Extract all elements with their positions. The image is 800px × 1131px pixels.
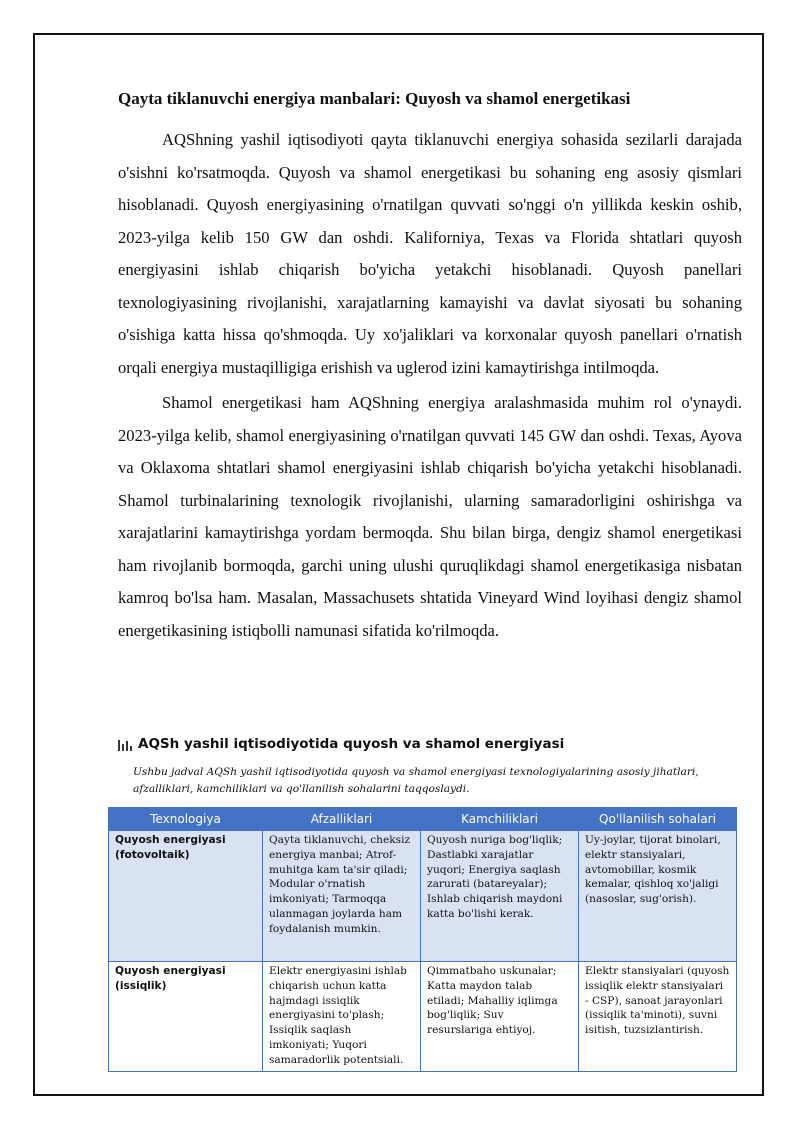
table-cell: Qayta tiklanuvchi, cheksiz energiya manbai; Atrof-muhitga kam ta'sir qiladi; Modular o'rnatish imkoniyati; Tarmoqqa ulanmagan joylarda ham foydalanish mumkin. xyxy=(263,831,421,962)
table-cell: Quyosh energiyasi (issiqlik) xyxy=(109,962,263,1072)
table-cell: Qimmatbaho uskunalar; Katta maydon talab etiladi; Mahalliy iqlimga bog'liqlik; Suv resurslariga ehtiyoj. xyxy=(421,962,579,1072)
table-cell: Quyosh energiyasi (fotovoltaik) xyxy=(109,831,263,962)
table-heading xyxy=(118,736,738,752)
document-body xyxy=(118,86,742,647)
paragraph-solar: AQShning yashil iqtisodiyoti qayta tiklanuvchi energiya sohasida sezilarli darajada o'sishni ko'rsatmoqda. Quyosh va shamol energetikasi bu sohaning eng asosiy qismlari hisoblanadi. Quyosh energiyasining o'rnatilgan quvvati so'nggi o'n yillikda keskin oshib, 2023-yilga kelib 150 GW dan oshdi. Kaliforniya, Texas va Florida shtatlari quyosh energiyasini ishlab chiqarish bo'yicha yetakchi hisoblanadi. Quyosh panellari texnologiyasining rivojlanishi, xarajatlarning kamayishi va davlat siyosati bu sohaning o'sishiga katta hissa qo'shmoqda. Uy xo'jaliklari va korxonalar quyosh panellari o'rnatish orqali energiya mustaqilligiga erishish va uglerod izini kamaytirishga intilmoqda. xyxy=(118,130,742,377)
table-caption: Ushbu jadval AQSh yashil iqtisodiyotida quyosh va shamol energiyasi texnologiyalarining asosiy jihatlari, afzalliklari, kamchiliklari va qo'llanilish sohalarini taqqoslaydi. xyxy=(133,766,699,795)
bar-chart-icon xyxy=(118,738,132,751)
column-header: Qo'llanilish sohalari xyxy=(579,808,737,831)
table-row xyxy=(109,962,737,1072)
table-cell: Quyosh nuriga bog'liqlik; Dastlabki xarajatlar yuqori; Energiya saqlash zarurati (batareyalar); Ishlab chiqarish maydoni katta bo'lishi kerak. xyxy=(421,831,579,962)
table-cell: Elektr stansiyalari (quyosh issiqlik elektr stansiyalari - CSP), sanoat jarayonlari (issiqlik ta'minoti), suvni isitish, tuzsizlantirish. xyxy=(579,962,737,1072)
column-header: Texnologiya xyxy=(109,808,263,831)
column-header: Afzalliklari xyxy=(263,808,421,831)
paragraph-wind: Shamol energetikasi ham AQShning energiya aralashmasida muhim rol o'ynaydi. 2023-yilga kelib, shamol energiyasining o'rnatilgan quvvati 145 GW dan oshdi. Texas, Ayova va Oklaxoma shtatlari shamol energiyasini ishlab chiqarish bo'yicha yetakchi hisoblanadi. Shamol turbinalarining texnologik rivojlanishi, ularning samaradorligini oshirishga va xarajatlarini kamaytirishga yordam bermoqda. Shu bilan birga, dengiz shamol energetikasi ham rivojlanib bormoqda, garchi uning ulushi quruqlikdagi shamol energetikasiga nisbatan kamroq bo'lsa ham. Masalan, Massachusets shtatida Vineyard Wind loyihasi dengiz shamol energetikasining istiqbolli namunasi sifatida ko'rilmoqda. xyxy=(118,393,742,640)
table-row xyxy=(109,831,737,962)
table-header-row xyxy=(109,808,737,831)
table-heading-text: AQSh yashil iqtisodiyotida quyosh va shamol energiyasi xyxy=(138,736,565,752)
comparison-table xyxy=(108,807,737,1072)
section-title: Qayta tiklanuvchi energiya manbalari: Quyosh va shamol energetikasi xyxy=(118,89,631,108)
table-cell: Elektr energiyasini ishlab chiqarish uchun katta hajmdagi issiqlik energiyasini to'plash; Issiqlik saqlash imkoniyati; Yuqori samaradorlik potentsiali. xyxy=(263,962,421,1072)
table-cell: Uy-joylar, tijorat binolari, elektr stansiyalari, avtomobillar, kosmik kemalar, qishloq xo'jaligi (nasoslar, sug'orish). xyxy=(579,831,737,962)
column-header: Kamchiliklari xyxy=(421,808,579,831)
